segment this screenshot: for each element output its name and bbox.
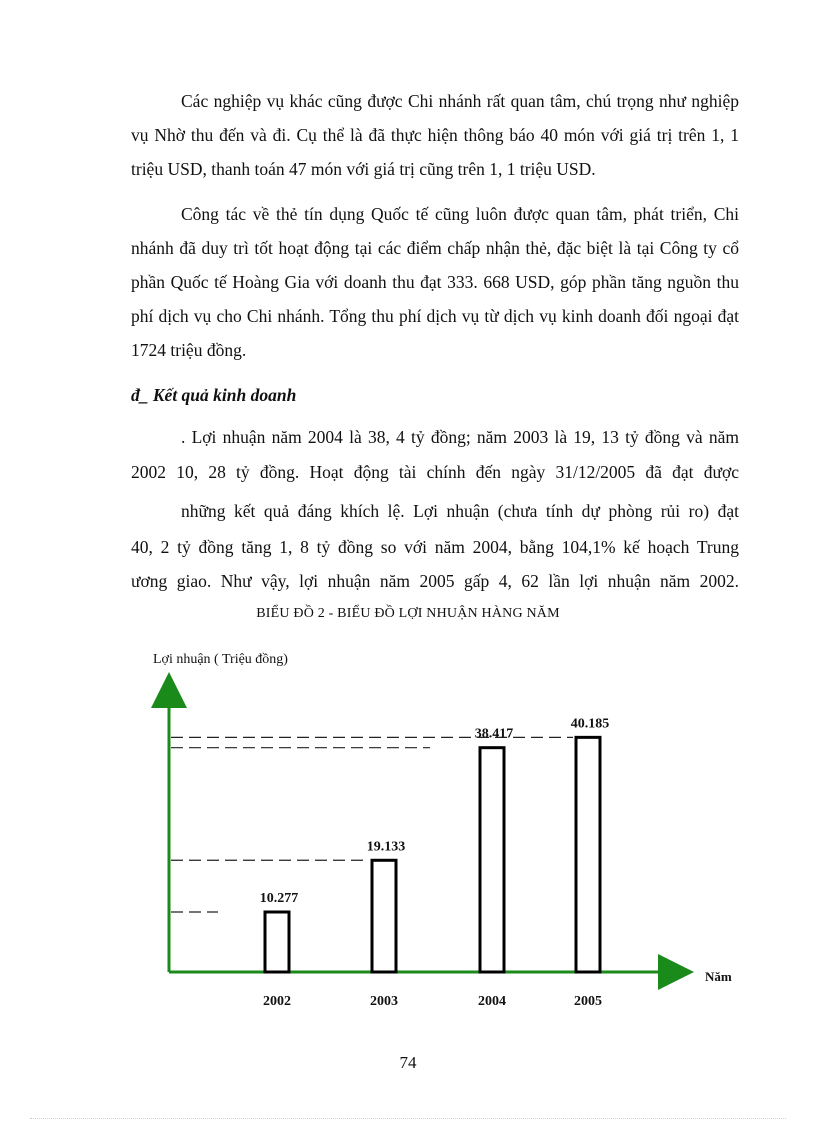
tick-label-2002: 2002 xyxy=(263,994,291,1009)
tick-label-2004: 2004 xyxy=(478,994,506,1009)
chart-title: BIỂU ĐỒ 2 - BIỂU ĐỒ LỢI NHUẬN HÀNG NĂM xyxy=(256,606,560,621)
footer-rule xyxy=(30,1118,786,1119)
profit-line-4: 40, 2 tỷ đồng tăng 1, 8 tỷ đồng so với năm 2004, bằng 104,1% kế hoạch Trung xyxy=(131,537,739,557)
profit-line-1: . Lợi nhuận năm 2004 là 38, 4 tỷ đồng; năm 2003 là 19, 13 tỷ đồng và năm xyxy=(181,427,739,447)
bar-2005 xyxy=(576,737,600,972)
data-label-2005: 40.185 xyxy=(570,716,610,732)
tick-label-2005: 2005 xyxy=(574,994,602,1009)
tick-label-2003: 2003 xyxy=(370,994,398,1009)
data-label-2003: 19.133 xyxy=(366,839,406,855)
x-axis-label: Năm xyxy=(705,969,732,984)
y-axis-label: Lợi nhuận ( Triệu đồng) xyxy=(153,652,288,667)
bar-2003 xyxy=(372,860,396,972)
paragraph-credit-card-text: Công tác về thẻ tín dụng Quốc tế cũng luôn được quan tâm, phát triển, Chi nhánh đã duy trì tốt hoạt động tại các điểm chấp nhận thẻ, đặc biệt là tại Công ty cổ phần Quốc tế Hoàng Gia với doanh thu đạt 333. 668 USD, góp phần tăng nguồn thu phí dịch vụ cho Chi nhánh. Tổng thu phí dịch vụ từ dịch vụ kinh doanh đối ngoại đạt 1724 triệu đồng. xyxy=(131,204,739,360)
profit-line-3: những kết quả đáng khích lệ. Lợi nhuận (chưa tính dự phòng rủi ro) đạt xyxy=(181,501,739,521)
bar-2004 xyxy=(480,748,504,972)
profit-line-5: ương giao. Như vậy, lợi nhuận năm 2005 gấp 4, 62 lần lợi nhuận năm 2002. xyxy=(131,571,739,591)
data-label-2004: 38.417 xyxy=(474,726,514,742)
profit-line-2: 2002 10, 28 tỷ đồng. Hoạt động tài chính đến ngày 31/12/2005 đã đạt được xyxy=(131,462,739,482)
section-heading: đ_ Kết quả kinh doanh xyxy=(131,385,297,405)
data-label-2002: 10.277 xyxy=(259,890,299,906)
bar-2002 xyxy=(265,912,289,972)
page-number: 74 xyxy=(399,1053,417,1072)
paragraph-collection-text: Các nghiệp vụ khác cũng được Chi nhánh rất quan tâm, chú trọng như nghiệp vụ Nhờ thu đến và đi. Cụ thể là đã thực hiện thông báo 40 món với giá trị trên 1, 1 triệu USD, thanh toán 47 món với giá trị cũng trên 1, 1 triệu USD. xyxy=(131,91,739,179)
